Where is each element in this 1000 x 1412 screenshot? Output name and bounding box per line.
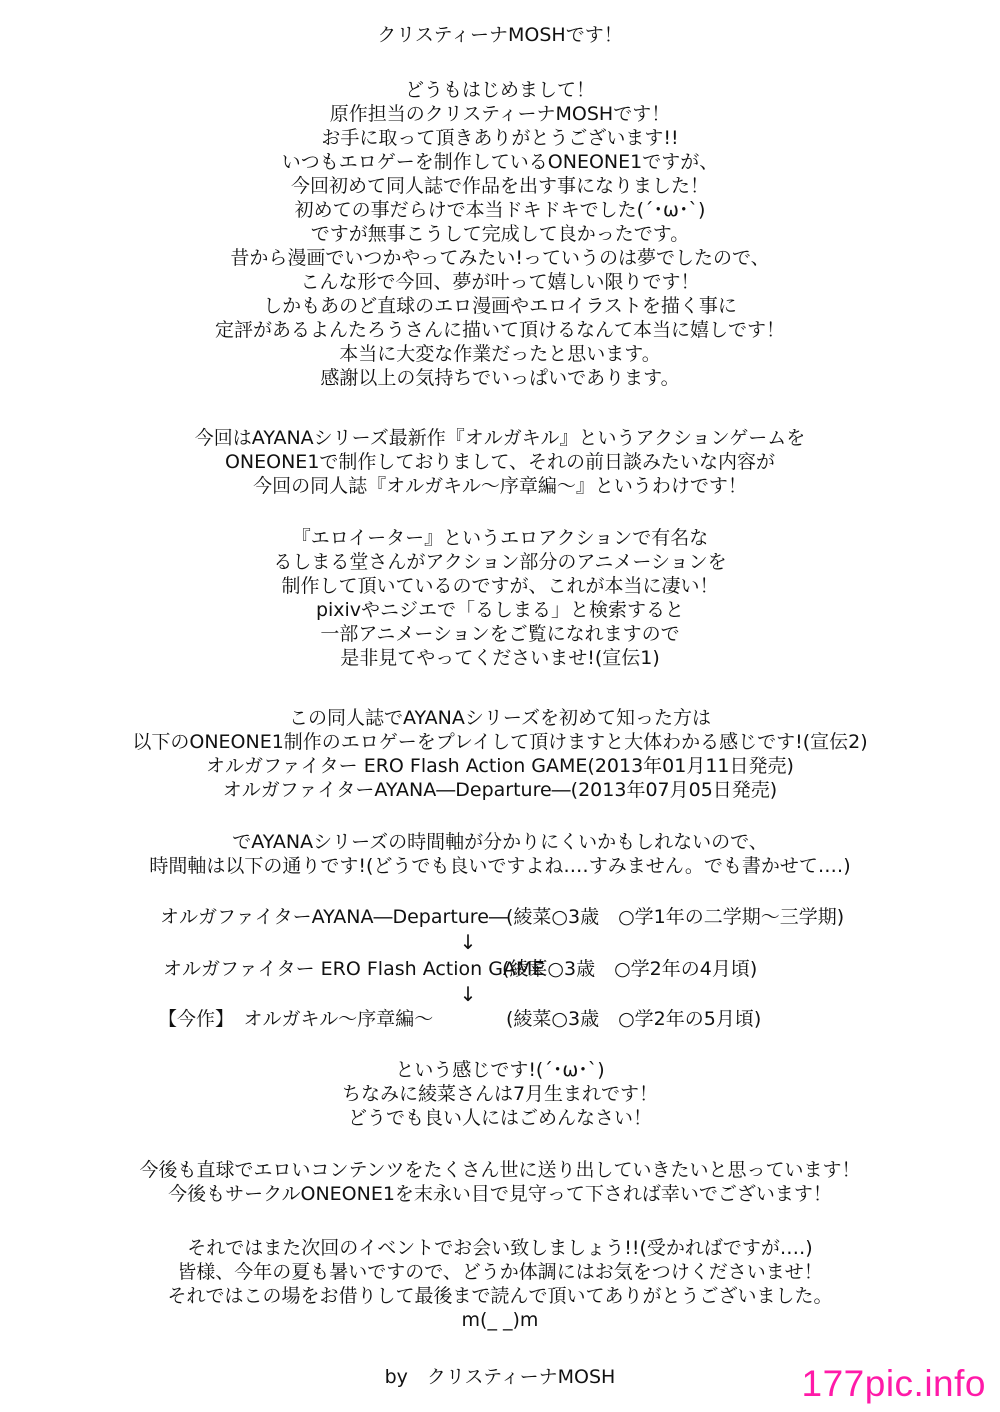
text-line: いつもエロゲーを制作しているONEONE1ですが、 [281, 151, 719, 173]
text-line: オルガファイター ERO Flash Action GAME(2013年01月11日発売) [206, 755, 794, 777]
paragraph-closing-3 [20, 1236, 980, 1332]
text-line: 是非見てやってくださいませ!(宣伝1) [340, 647, 660, 669]
text-line: 定評があるよんたろうさんに描いて頂けるなんて本当に嬉しです！ [214, 319, 785, 341]
paragraph-closing-2 [20, 1158, 980, 1206]
timeline-row-title: 【今作】 オルガキル～序章編～ [158, 1008, 434, 1030]
text-line: お手に取って頂きありがとうございます!! [321, 127, 679, 149]
text-line: 今回の同人誌『オルガキル～序章編～』というわけです！ [253, 475, 747, 497]
timeline-row-detail: (綾菜○3歳 ○学2年の5月頃) [506, 1008, 762, 1030]
text-line: どうもはじめまして！ [404, 79, 595, 101]
text-line: 時間軸は以下の通りです!(どうでも良いですよね‥‥すみません。でも書かせて‥‥) [149, 855, 851, 877]
timeline [0, 896, 1000, 1046]
timeline-row [160, 904, 508, 930]
author-byline: by クリスティーナMOSH [384, 1366, 616, 1388]
text-line: 『エロイーター』というエロアクションで有名な [291, 527, 709, 549]
text-line: オルガファイターAYANA―Departure―(2013年07月05日発売) [222, 779, 778, 801]
text-line: m(_ _)m [461, 1309, 539, 1331]
text-line: 今後もサークルONEONE1を末永い目で見守って下されば幸いでございます！ [168, 1183, 832, 1205]
timeline-row-detail: (綾菜○3歳 ○学2年の4月頃) [502, 958, 758, 980]
text-line: でAYANAシリーズの時間軸が分かりにくいかもしれないので、 [232, 831, 768, 853]
page-title: クリスティーナMOSHです！ [377, 24, 623, 46]
text-line: ONEONE1で制作しておりまして、それの前日談みたいな内容が [224, 451, 776, 473]
watermark: 177pic.info [801, 1363, 986, 1404]
text-line: この同人誌でAYANAシリーズを初めて知った方は [289, 707, 711, 729]
text-line: 本当に大変な作業だったと思います。 [339, 343, 661, 365]
text-line: 昔から漫画でいつかやってみたい!っていうのは夢でしたので、 [230, 247, 770, 269]
text-line: しかもあのど直球のエロ漫画やエロイラストを描く事に [263, 295, 737, 317]
text-line: 原作担当のクリスティーナMOSHです！ [329, 103, 671, 125]
paragraph-timeline-intro [20, 830, 980, 878]
text-line: 初めての事だらけで本当ドキドキでした(´･ω･`) [294, 199, 706, 221]
text-line: pixivやニジエで「るしまる」と検索すると [315, 599, 685, 621]
text-line: ちなみに綾菜さんは7月生まれです！ [341, 1083, 659, 1105]
paragraph-greeting [20, 78, 980, 390]
paragraph-closing-1 [20, 1058, 980, 1130]
paragraph-animation [20, 526, 980, 670]
text-line: 以下のONEONE1制作のエロゲーをプレイして頂けますと大体わかる感じです!(宣伝2) [132, 731, 868, 753]
text-line: 今回初めて同人誌で作品を出す事になりました！ [290, 175, 709, 197]
text-line: るしまる堂さんがアクション部分のアニメーションを [273, 551, 727, 573]
paragraph-ayana-series [20, 426, 980, 498]
text-line: ですが無事こうして完成して良かったです。 [310, 223, 690, 245]
text-line: 感謝以上の気持ちでいっぱいであります。 [320, 367, 680, 389]
text-line: どうでも良い人にはごめんなさい！ [347, 1107, 652, 1129]
timeline-row-title: オルガファイターAYANA―Departure― [160, 906, 508, 928]
down-arrow-icon: ↓ [459, 982, 477, 1006]
text-line: それではこの場をお借りして最後まで読んで頂いてありがとうございました。 [167, 1285, 833, 1307]
down-arrow-icon: ↓ [459, 930, 477, 954]
timeline-row-title: オルガファイター ERO Flash Action GAME [163, 958, 545, 980]
text-line: 今後も直球でエロいコンテンツをたくさん世に送り出していきたいと思っています！ [139, 1159, 861, 1181]
text-line: 一部アニメーションをご覧になれますので [320, 623, 680, 645]
timeline-row-detail: (綾菜○3歳 ○学1年の二学期～三学期) [506, 906, 845, 928]
text-line: という感じです!(´･ω･`) [395, 1059, 605, 1081]
timeline-row [158, 1006, 433, 1032]
text-line: 今回はAYANAシリーズ最新作『オルガキル』というアクションゲームを [194, 427, 806, 449]
timeline-row [163, 956, 544, 982]
text-line: こんな形で今回、夢が叶って嬉しい限りです！ [300, 271, 700, 293]
text-line: 皆様、今年の夏も暑いですので、どうか体調にはお気をつけくださいませ！ [177, 1261, 823, 1283]
paragraph-games [20, 706, 980, 802]
text-line: 制作して頂いているのですが、これが本当に凄い！ [281, 575, 719, 597]
text-line: それではまた次回のイベントでお会い致しましょう!!(受かればですが‥‥) [187, 1237, 813, 1259]
